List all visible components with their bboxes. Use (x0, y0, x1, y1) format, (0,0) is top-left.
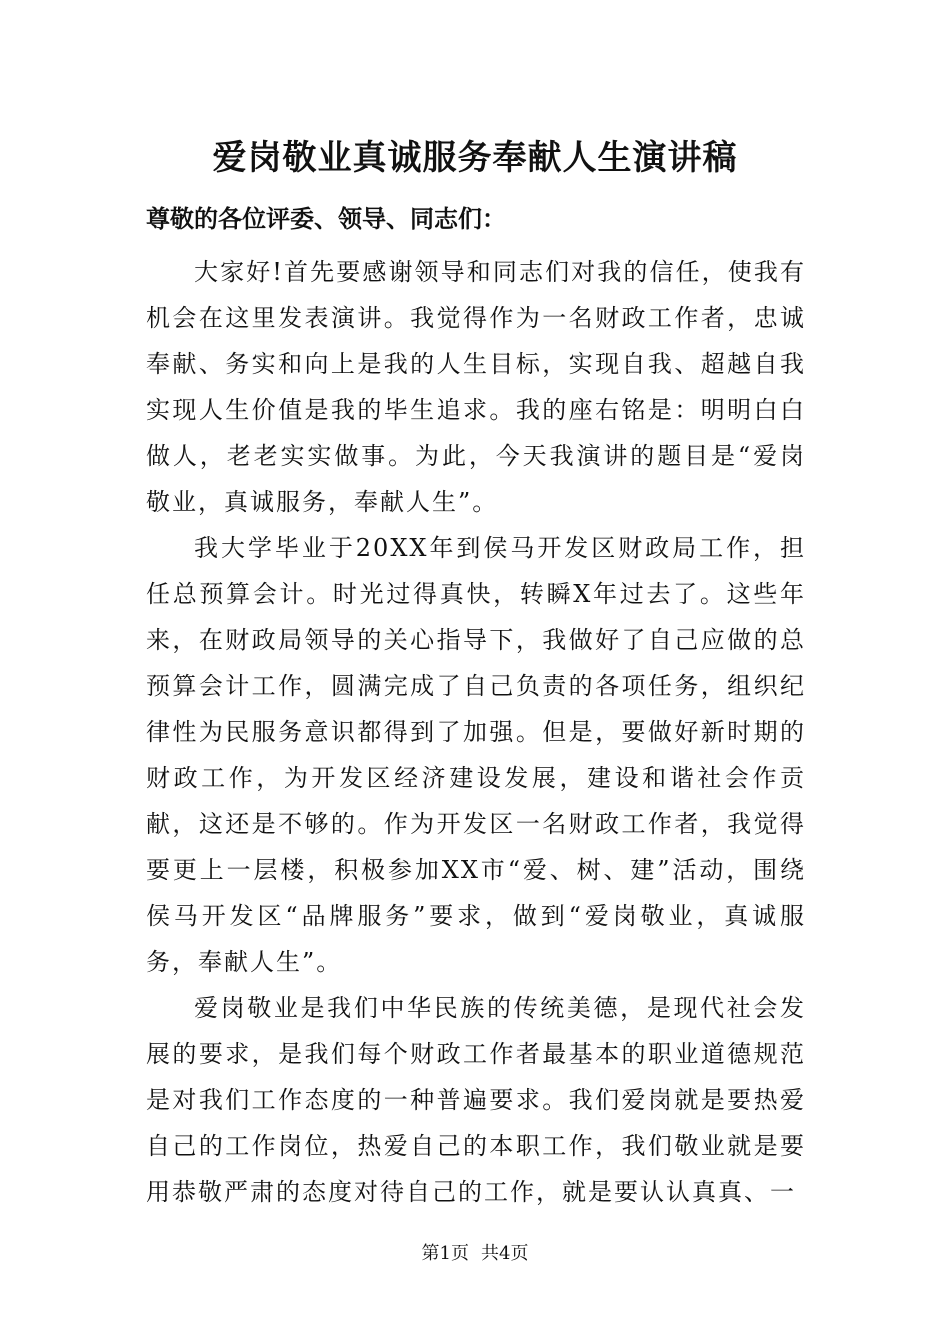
body-text (146, 249, 806, 1215)
page-total: 共4页 (481, 1243, 529, 1264)
document-title: 爱岗敬业真诚服务奉献人生演讲稿 (212, 138, 738, 178)
paragraph-1: 大家好!首先要感谢领导和同志们对我的信任，使我有机会在这里发表演讲。我觉得作为一名财政工作者，忠诚奉献、务实和向上是我的人生目标，实现自我、超越自我实现人生价值是我的毕生追求。我的座右铭是：明明白白做人，老老实实做事。为此，今天我演讲的题目是“爱岗敬业，真诚服务，奉献人生”。 (146, 258, 806, 516)
salutation: 尊敬的各位评委、领导、同志们： (146, 204, 506, 233)
paragraph-2: 我大学毕业于20XX年到侯马开发区财政局工作，担任总预算会计。时光过得真快，转瞬X年过去了。这些年来，在财政局领导的关心指导下，我做好了自己应做的总预算会计工作，圆满完成了自己负责的各项任务，组织纪律性为民服务意识都得到了加强。但是，要做好新时期的财政工作，为开发区经济建设发展，建设和谐社会作贡献，这还是不够的。作为开发区一名财政工作者，我觉得要更上一层楼，积极参加XX市“爱、树、建”活动，围绕侯马开发区“品牌服务”要求，做到“爱岗敬业，真诚服务，奉献人生”。 (146, 534, 806, 976)
page-number: 第1页 (421, 1243, 469, 1264)
page-footer (0, 1242, 950, 1266)
paragraph-3: 爱岗敬业是我们中华民族的传统美德，是现代社会发展的要求，是我们每个财政工作者最基本的职业道德规范是对我们工作态度的一种普遍要求。我们爱岗就是要热爱自己的工作岗位，热爱自己的本职工作，我们敬业就是要用恭敬严肃的态度对待自己的工作，就是要认认真真、一 (146, 994, 806, 1206)
